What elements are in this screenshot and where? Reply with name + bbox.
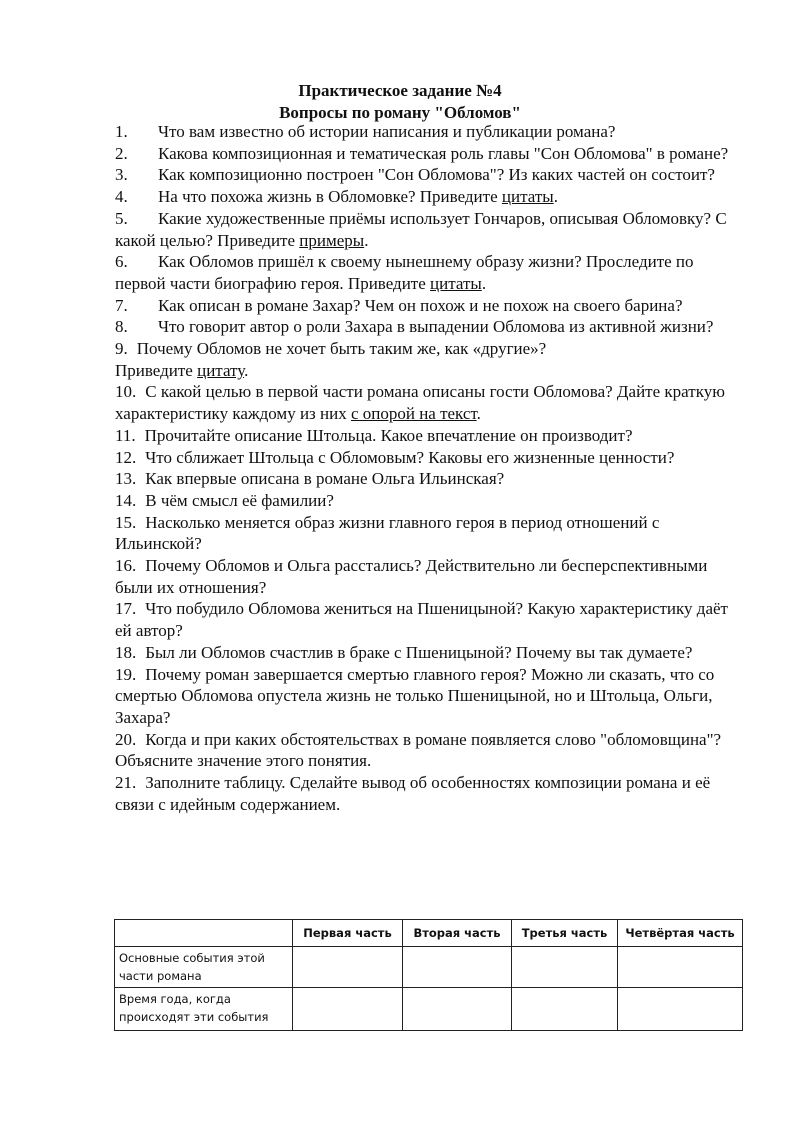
- underlined-text: цитату: [197, 360, 245, 380]
- table-header-cell: Третья часть: [512, 920, 618, 947]
- table-header-cell: Четвёртая часть: [618, 920, 743, 947]
- question-number: 11.: [115, 425, 136, 445]
- table-cell: [403, 988, 512, 1031]
- table-cell: [618, 947, 743, 988]
- question-number: 21.: [115, 773, 137, 793]
- question-text: Почему Обломов и Ольга расстались? Действительно ли бесперспективными были их отношения?: [115, 556, 708, 597]
- table-row-label: Основные события этой части романа: [115, 947, 293, 988]
- question-text: Как композиционно построен "Сон Обломова"? Из каких частей он состоит?: [158, 165, 715, 185]
- question-item: [115, 447, 745, 469]
- table-row: [115, 947, 743, 988]
- question-number: 17.: [115, 599, 137, 619]
- underlined-text: цитаты: [501, 187, 554, 207]
- question-text: .: [364, 230, 369, 250]
- question-number: 3.: [115, 165, 128, 185]
- question-text: На что похожа жизнь в Обломовке? Приведите: [158, 187, 502, 207]
- table-row: [115, 988, 743, 1031]
- question-item: [115, 490, 745, 512]
- question-number: 6.: [115, 252, 128, 272]
- question-text: Почему Обломов не хочет быть таким же, как «другие»?: [136, 339, 547, 359]
- question-item: [115, 316, 745, 338]
- table-header-cell: Вторая часть: [403, 920, 512, 947]
- question-text: Приведите: [115, 360, 198, 380]
- question-item: [115, 381, 745, 424]
- question-text: В чём смысл её фамилии?: [145, 490, 334, 510]
- question-text: Насколько меняется образ жизни главного героя в период отношений с Ильинской?: [115, 512, 660, 554]
- question-number: 15.: [115, 512, 137, 532]
- question-number: 13.: [115, 469, 137, 489]
- page-title: Практическое задание №4: [298, 81, 502, 100]
- question-number: 20.: [115, 729, 137, 749]
- question-text: Как впервые описана в романе Ольга Ильинская?: [145, 469, 505, 489]
- question-text: .: [481, 273, 487, 293]
- question-text: С какой целью в первой части романа описаны гости Обломова? Дайте краткую характеристику каждому из них: [115, 382, 725, 424]
- question-item: [115, 772, 745, 815]
- table-row-label: Время года, когда происходят эти события: [115, 988, 293, 1031]
- underlined-text: с опорой на текст: [350, 404, 477, 424]
- questions-list: [115, 121, 745, 816]
- question-item: [115, 555, 745, 598]
- underlined-text: цитаты: [430, 273, 482, 293]
- question-item: [115, 164, 745, 186]
- question-item: [115, 186, 745, 208]
- underlined-text: примеры: [299, 230, 365, 250]
- question-text: .: [476, 404, 481, 424]
- question-text: Какова композиционная и тематическая роль главы "Сон Обломова" в романе?: [158, 143, 729, 163]
- question-item: [115, 425, 745, 447]
- question-number: 8.: [115, 317, 128, 337]
- title-block: [0, 80, 800, 123]
- question-text: Прочитайте описание Штольца. Какое впечатление он производит?: [144, 425, 633, 445]
- question-item: [115, 295, 745, 317]
- question-number: 16.: [115, 556, 137, 576]
- question-item: [115, 642, 745, 664]
- question-text: Какие художественные приёмы использует Гончаров, описывая Обломовку? С какой целью? Приведите: [115, 208, 727, 250]
- question-number: 14.: [115, 490, 137, 510]
- question-text: Когда и при каких обстоятельствах в романе появляется слово "обломовщина"? Объясните значение этого понятия.: [115, 729, 722, 771]
- question-number: 9.: [115, 339, 128, 359]
- table-cell: [512, 988, 618, 1031]
- table-cell: [618, 988, 743, 1031]
- question-item: [115, 121, 745, 143]
- table-cell: [293, 988, 403, 1031]
- question-number: 19.: [115, 664, 137, 684]
- question-number: 7.: [115, 295, 128, 315]
- question-text: Что побудило Обломова жениться на Пшеницыной? Какую характеристику даёт ей автор?: [115, 599, 728, 641]
- page-subtitle: Вопросы по роману "Обломов": [279, 102, 521, 122]
- question-item: [115, 251, 745, 294]
- question-item: [115, 143, 745, 165]
- question-text: Как описан в романе Захар? Чем он похож и не похож на своего барина?: [158, 295, 683, 315]
- question-text: .: [553, 187, 558, 207]
- question-item: [115, 468, 745, 490]
- table-cell: [403, 947, 512, 988]
- question-number: 1.: [115, 122, 128, 141]
- question-item: [115, 598, 745, 641]
- question-number: 5.: [115, 208, 128, 228]
- table-header-cell: [115, 920, 293, 947]
- question-item: [115, 208, 745, 251]
- question-number: 4.: [115, 187, 128, 207]
- question-item: [115, 664, 745, 729]
- question-text: Что говорит автор о роли Захара в выпадении Обломова из активной жизни?: [158, 317, 714, 337]
- summary-table: [114, 919, 743, 1031]
- table-header-cell: Первая часть: [293, 920, 403, 947]
- question-number: 18.: [115, 642, 137, 662]
- question-text: Почему роман завершается смертью главного героя? Можно ли сказать, что со смертью Обломова опустела жизнь не только Пшеницыной, но и Штольца, Ольги, Захара?: [115, 664, 715, 727]
- question-number: 10.: [115, 382, 137, 402]
- question-text: Как Обломов пришёл к своему нынешнему образу жизни? Проследите по первой части биографию героя. Приведите: [115, 252, 694, 293]
- question-text: .: [244, 360, 249, 380]
- question-text: Что сближает Штольца с Обломовым? Каковы его жизненные ценности?: [145, 447, 675, 467]
- question-number: 12.: [115, 447, 137, 467]
- question-item: [115, 512, 745, 555]
- question-text: Заполните таблицу. Сделайте вывод об особенностях композиции романа и её связи с идейным содержанием.: [115, 773, 711, 814]
- table-cell: [512, 947, 618, 988]
- table-cell: [293, 947, 403, 988]
- question-text: Был ли Обломов счастлив в браке с Пшеницыной? Почему вы так думаете?: [145, 642, 693, 662]
- question-text: Что вам известно об истории написания и публикации романа?: [158, 122, 616, 141]
- question-number: 2.: [115, 143, 128, 163]
- table-header-row: [115, 920, 743, 947]
- question-item: [115, 338, 745, 381]
- question-item: [115, 729, 745, 772]
